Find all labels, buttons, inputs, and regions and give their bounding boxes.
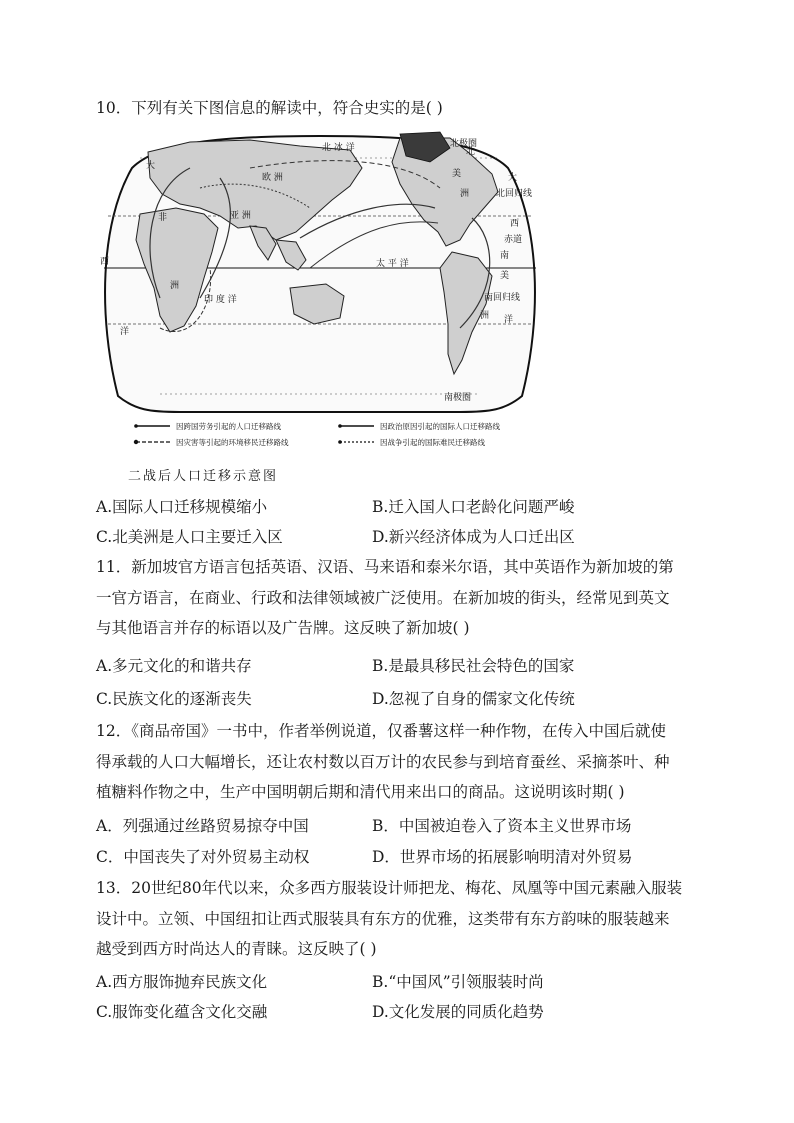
stem-line: 设计中。立领、中国纽扣让西式服装具有东方的优雅，这类带有东方韵味的服装越来 xyxy=(96,909,670,928)
q12-option-c: C．中国丧失了对外贸易主动权 xyxy=(96,848,310,866)
label-mei: 美 xyxy=(452,169,462,179)
stem-line: 植糖料作物之中，生产中国明朝后期和清代用来出口的商品。这说明该时期( ) xyxy=(96,783,625,801)
legend-political: 因政治原因引起的国际人口迁移路线 xyxy=(380,422,500,431)
label-bei: 北 xyxy=(466,147,476,157)
legend-marker-labor xyxy=(134,424,138,428)
stem-line: 11．新加坡官方语言包括英语、汉语、马来语和泰米尔语，其中英语作为新加坡的第 xyxy=(96,558,674,576)
label-tropic-south: 南回归线 xyxy=(484,293,521,303)
q11-option-a: A.多元文化的和谐共存 xyxy=(96,657,252,675)
label-yang-right: 洋 xyxy=(504,315,514,325)
label-tropic-north: 北回归线 xyxy=(496,189,533,199)
q12-option-a: A．列强通过丝路贸易掠夺中国 xyxy=(96,817,309,835)
label-indian-ocean: 印 度 洋 xyxy=(204,295,237,305)
label-yang-left: 洋 xyxy=(120,327,130,337)
q11-option-c: C.民族文化的逐渐丧失 xyxy=(96,690,252,708)
legend-refugee: 因战争引起的国际难民迁移路线 xyxy=(380,438,485,447)
question-12-stem xyxy=(96,716,696,808)
stem-line: 一官方语言，在商业、行政和法律领域被广泛使用。在新加坡的街头，经常见到英文 xyxy=(96,588,670,607)
label-arctic-ocean: 北 冰 洋 xyxy=(322,143,355,153)
stem-line: 与其他语言并存的标语以及广告牌。这反映了新加坡( ) xyxy=(96,619,470,637)
stem-line: 12．《商品帝国》一书中，作者举例说道，仅番薯这样一种作物，在传入中国后就使 xyxy=(96,722,666,740)
q11-option-d: D.忽视了自身的儒家文化传统 xyxy=(372,690,575,708)
question-10-stem xyxy=(96,93,696,124)
q13-option-a: A.西方服饰抛弃民族文化 xyxy=(96,973,268,991)
label-europe: 欧 洲 xyxy=(262,173,283,183)
migration-map xyxy=(100,128,540,458)
label-africa-2: 洲 xyxy=(170,281,180,291)
map-legend xyxy=(134,421,501,447)
label-da: 大 xyxy=(146,161,156,171)
q13-option-b: B.“中国风”引领服装时尚 xyxy=(372,973,544,991)
legend-marker-political xyxy=(338,424,342,428)
label-asia: 亚 洲 xyxy=(230,211,251,221)
label-xi-right: 西 xyxy=(510,219,520,229)
q10-option-d: D.新兴经济体成为人口迁出区 xyxy=(372,528,575,546)
q11-option-b: B.是最具移民社会特色的国家 xyxy=(372,657,575,675)
stem-line: 越受到西方时尚达人的青睐。这反映了( ) xyxy=(96,940,377,958)
label-xi-left: 西 xyxy=(100,257,110,267)
question-11-stem xyxy=(96,552,696,644)
stem-line: 得承载的人口大幅增长，还让农村数以百万计的农民参与到培育蚕丝、采摘茶叶、种 xyxy=(96,752,670,771)
question-13-stem xyxy=(96,873,696,965)
label-nan: 南 xyxy=(500,251,510,261)
q10-option-a: A.国际人口迁移规模缩小 xyxy=(96,498,268,516)
q13-option-c: C.服饰变化蕴含文化交融 xyxy=(96,1003,268,1021)
label-pacific: 太 平 洋 xyxy=(376,259,409,269)
q10-option-b: B.迁入国人口老龄化问题严峻 xyxy=(372,498,575,516)
q10-option-c: C.北美洲是人口主要迁入区 xyxy=(96,528,283,546)
q12-option-d: D．世界市场的拓展影响明清对外贸易 xyxy=(372,848,633,866)
label-mei2: 美 xyxy=(500,271,510,281)
map-caption: 二战后人口迁移示意图 xyxy=(128,469,279,484)
label-zhou: 洲 xyxy=(460,189,470,199)
label-africa-1: 非 xyxy=(158,213,168,223)
legend-marker-refugee xyxy=(338,440,342,444)
legend-labor: 因跨国劳务引起的人口迁移路线 xyxy=(176,422,281,431)
label-equator: 赤道 xyxy=(504,235,523,245)
legend-marker-environment xyxy=(134,440,138,444)
q13-option-d: D.文化发展的同质化趋势 xyxy=(372,1003,544,1021)
stem-line: 13．20世纪80年代以来，众多西方服装设计师把龙、梅花、凤凰等中国元素融入服装 xyxy=(96,879,683,897)
label-da-right: 大 xyxy=(508,173,518,183)
label-zhou2: 洲 xyxy=(480,311,490,321)
q12-option-b: B．中国被迫卷入了资本主义世界市场 xyxy=(372,817,632,835)
stem-line: 10．下列有关下图信息的解读中，符合史实的是( ) xyxy=(96,99,443,117)
label-antarctic-circle: 南极圈 xyxy=(444,393,472,403)
legend-environment: 因灾害等引起的环境移民迁移路线 xyxy=(176,438,289,447)
label-arctic-circle: 北极圈 xyxy=(450,139,478,149)
